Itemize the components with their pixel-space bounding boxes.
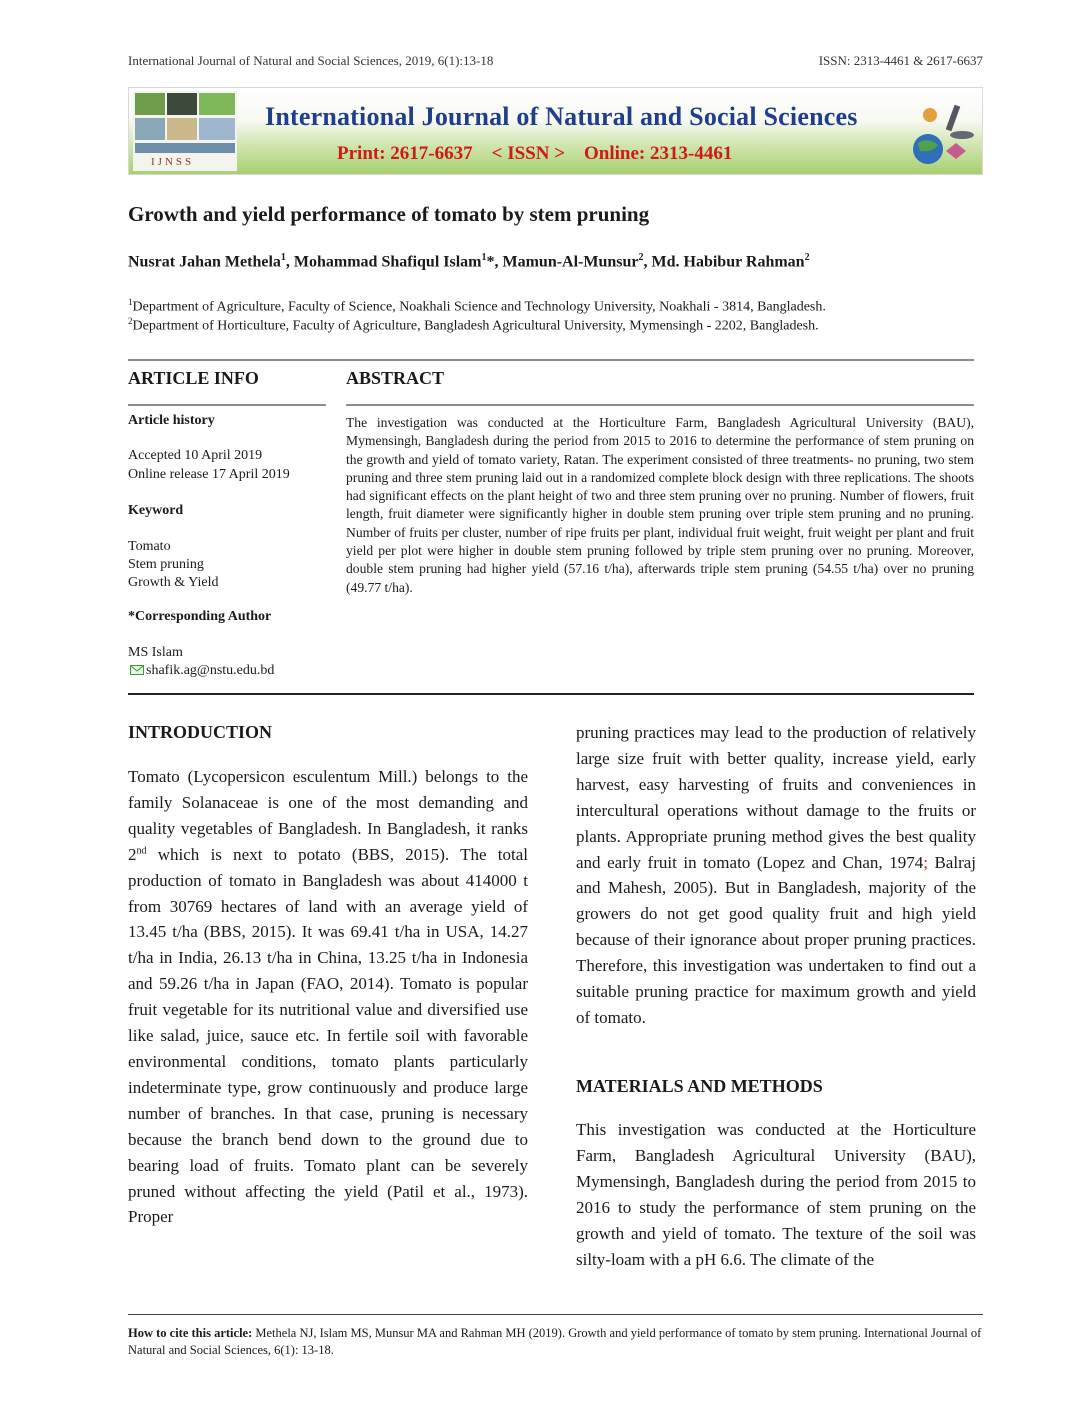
affiliation-sup: 2 (128, 316, 133, 326)
keyword-item: Tomato (128, 539, 171, 554)
section-divider-bottom (128, 693, 974, 695)
ordinal-sup: nd (136, 845, 147, 857)
section-divider-top (128, 359, 974, 361)
online-release-date: Online release 17 April 2019 (128, 467, 290, 482)
keyword-item: Stem pruning (128, 557, 204, 572)
abstract-heading: ABSTRACT (346, 368, 445, 388)
introduction-paragraph-1 (128, 764, 528, 1230)
envelope-icon (130, 665, 144, 675)
abstract-text: The investigation was conducted at the Horticulture Farm, Bangladesh Agricultural University (BAU), Mymensingh, Bangladesh during the period from 2015 to 2016 to determine the performance of stem pruning on the growth and yield of tomato variety, Ratan. The experiment consisted of three treatments- no pruning, two stem pruning and three stem pruning laid out in a randomized complete block design with three replications. The shoots had significant effects on the plant height of two and three stem pruning over no pruning. Number of flowers, fruit length, fruit diameter were significantly higher in double stem pruning over triple stem pruning and no pruning. Number of fruits per cluster, number of ripe fruits per plant, individual fruit weight, fruit weight per plant and fruit yield per plot were higher in double stem pruning followed by triple stem pruning over no pruning. Moreover, double stem pruning had higher yield (57.16 t/ha), afterwards triple stem pruning (54.55 t/ha) over no pruning (49.77 t/ha). (346, 415, 974, 595)
author-affil-sup: 1 (481, 252, 487, 263)
affiliation-text: Department of Agriculture, Faculty of Science, Noakhali Science and Technology University, Noakhali - 3814, Bangladesh. (132, 299, 826, 315)
author-separator: , (285, 253, 294, 271)
journal-banner (128, 87, 983, 175)
intro-text: Tomato (Lycopersicon esculentum Mill.) belongs to the family Solanaceae is one of the most demanding and quality vegetables of Bangladesh. In Bangladesh, it ranks 2 (128, 767, 528, 864)
article-info-underline (128, 404, 326, 406)
affiliation-1 (128, 297, 826, 316)
corresponding-email-row (130, 662, 274, 680)
author-affil-sup: 2 (804, 252, 810, 263)
corresponding-author-name: MS Islam (128, 645, 183, 660)
author-affil-sup: 1 (280, 252, 286, 263)
how-to-cite (128, 1325, 983, 1359)
author-name: Nusrat Jahan Methela (128, 253, 281, 271)
introduction-paragraph-2 (576, 720, 976, 1031)
author-separator: , (643, 253, 652, 271)
running-header-journal: International Journal of Natural and Social Sciences, 2019, 6(1):13-18 (128, 53, 494, 68)
corresponding-mark: * (486, 253, 495, 271)
journal-issn-line: Print: 2617-6637 < ISSN > Online: 2313-4461 (337, 143, 733, 164)
author-name: Mamun-Al-Munsur (502, 253, 639, 271)
article-history-label: Article history (128, 413, 215, 428)
materials-methods-paragraph: This investigation was conducted at the Horticulture Farm, Bangladesh Agricultural University (BAU), Mymensingh, Bangladesh during the period from 2015 to 2016 to study the performance of stem pruning on the growth and yield of tomato. The texture of the soil was silty-loam with a pH 6.6. The climate of the (576, 1120, 976, 1269)
introduction-heading: INTRODUCTION (128, 722, 273, 742)
author-name: Md. Habibur Rahman (651, 253, 805, 271)
corresponding-author-label: *Corresponding Author (128, 609, 272, 624)
how-to-cite-label: How to cite this article: (128, 1326, 253, 1340)
science-icon (906, 91, 978, 171)
footer-divider (128, 1314, 983, 1315)
materials-methods-heading: MATERIALS AND METHODS (576, 1076, 823, 1096)
abstract-underline (346, 404, 974, 406)
affiliation-text: Department of Horticulture, Faculty of Agriculture, Bangladesh Agricultural University, Mymensingh - 2202, Bangladesh. (132, 318, 819, 334)
keyword-label: Keyword (128, 503, 184, 518)
running-header-issn: ISSN: 2313-4461 & 2617-6637 (818, 53, 983, 68)
corresponding-email[interactable]: shafik.ag@nstu.edu.bd (146, 663, 275, 678)
intro-text: Balraj and Mahesh, 2005). But in Bangladesh, majority of the growers do not get good quality fruit and high yield because of their ignorance about proper pruning practices. Therefore, this investigation was undertaken to find out a suitable pruning practice for maximum growth and yield of tomato. (576, 852, 976, 1027)
intro-text: pruning practices may lead to the production of relatively large size fruit with better quality, increase yield, early harvest, easy harvesting of fruits and conveniences in intercultural operations without damage to the fruits or plants. Appropriate pruning method gives the best quality and early fruit in tomato (Lopez and Chan, 1974 (576, 723, 976, 872)
author-name: Mohammad Shafiqul Islam (293, 253, 482, 271)
keyword-item: Growth & Yield (128, 575, 219, 590)
author-separator: , (494, 253, 503, 271)
citation-separator: ; (923, 852, 928, 872)
article-title: Growth and yield performance of tomato by stem pruning (128, 202, 650, 226)
affiliation-2 (128, 316, 819, 335)
article-info-heading: ARTICLE INFO (128, 368, 259, 388)
journal-logo-text: IJNSS (151, 156, 195, 168)
journal-name: International Journal of Natural and Social Sciences (265, 102, 858, 131)
author-list (128, 252, 810, 271)
author-affil-sup: 2 (638, 252, 644, 263)
intro-text: which is next to potato (BBS, 2015). The total production of tomato in Bangladesh was about 414000 t from 30769 hectares of land with an average yield of 13.45 t/ha (BBS, 2015). It was 69.41 t/ha in USA, 14.27 t/ha in India, 26.13 t/ha in China, 13.25 t/ha in Indonesia and 59.26 t/ha in Japan (FAO, 2014). Tomato is popular fruit vegetable for its nutritional value and diversified use like salad, juice, sauce etc. In fertile soil with favorable environmental conditions, tomato plants particularly indeterminate type, grow continuously and produce large number of branches. In that case, pruning is necessary because the branch bend down to the ground due to bearing load of fruits. Tomato plant can be severely pruned without affecting the yield (Patil et al., 1973). Proper (128, 844, 528, 1227)
affiliation-sup: 1 (128, 297, 133, 307)
how-to-cite-text: Methela NJ, Islam MS, Munsur MA and Rahman MH (2019). Growth and yield performance of tomato by stem pruning. International Journal of Natural and Social Sciences, 6(1): 13-18. (128, 1326, 982, 1357)
accepted-date: Accepted 10 April 2019 (128, 448, 263, 463)
